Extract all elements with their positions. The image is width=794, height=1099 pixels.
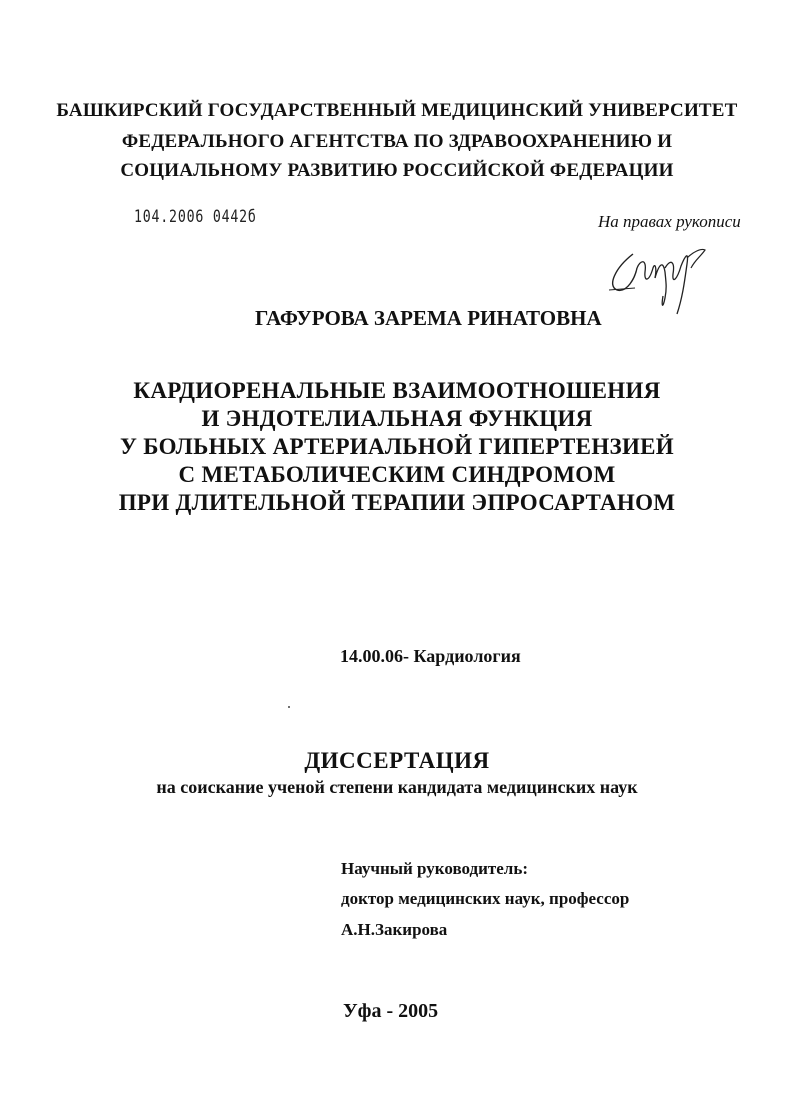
city-year: Уфа - 2005 <box>343 1000 439 1022</box>
author-name: ГАФУРОВА ЗАРЕМА РИНАТОВНА <box>255 306 602 330</box>
title-line-5: ПРИ ДЛИТЕЛЬНОЙ ТЕРАПИИ ЭПРОСАРТАНОМ <box>118 490 676 515</box>
title-line-4: С МЕТАБОЛИЧЕСКИМ СИНДРОМОМ <box>178 462 616 487</box>
manuscript-rights-note: На правах рукописи <box>598 212 741 231</box>
supervisor-credentials: доктор медицинских наук, профессор <box>341 889 630 908</box>
institution-line-2: ФЕДЕРАЛЬНОГО АГЕНТСТВА ПО ЗДРАВООХРАНЕНИЮ И <box>121 131 673 152</box>
degree-description: на соискание ученой степени кандидата медицинских наук <box>156 777 638 797</box>
supervisor-label: Научный руководитель: <box>341 859 528 878</box>
scan-speck <box>288 706 290 708</box>
title-line-1: КАРДИОРЕНАЛЬНЫЕ ВЗАИМООТНОШЕНИЯ <box>133 378 661 403</box>
supervisor-name: А.Н.Закирова <box>341 920 448 939</box>
specialty-code: 14.00.06- Кардиология <box>340 646 521 666</box>
document-type: ДИССЕРТАЦИЯ <box>304 748 490 773</box>
title-line-3: У БОЛЬНЫХ АРТЕРИАЛЬНОЙ ГИПЕРТЕНЗИЕЙ <box>120 434 674 459</box>
institution-line-3: СОЦИАЛЬНОМУ РАЗВИТИЮ РОССИЙСКОЙ ФЕДЕРАЦИИ <box>120 160 674 181</box>
institution-line-1: БАШКИРСКИЙ ГОСУДАРСТВЕННЫЙ МЕДИЦИНСКИЙ УНИВЕРСИТЕТ <box>56 100 738 121</box>
registration-stamp-number: 104.2006 0442б <box>134 207 257 227</box>
title-line-2: И ЭНДОТЕЛИАЛЬНАЯ ФУНКЦИЯ <box>201 406 593 431</box>
author-signature-icon <box>605 238 715 318</box>
